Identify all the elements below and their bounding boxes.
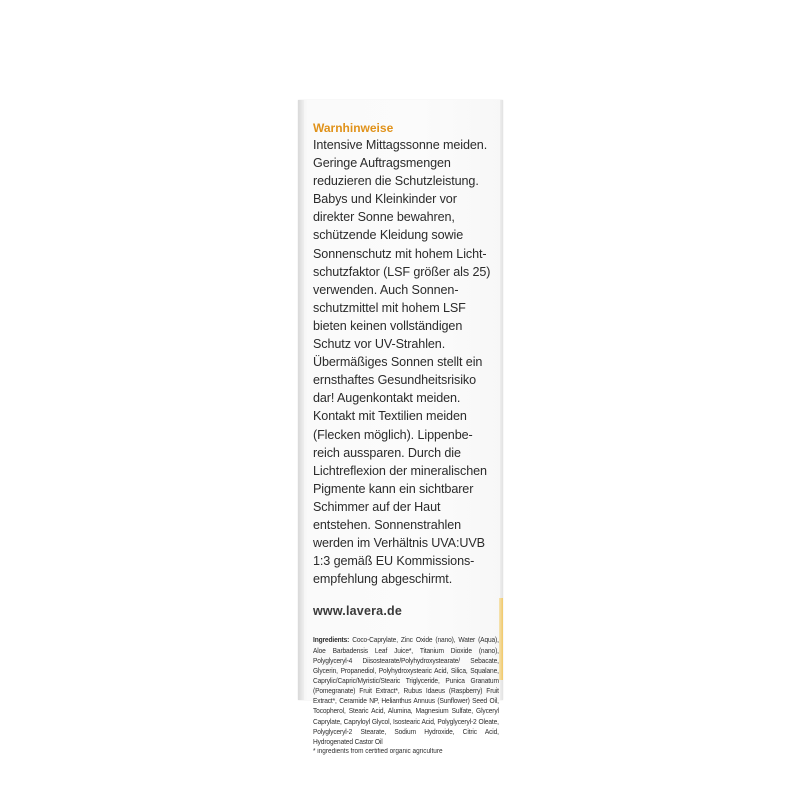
ingredients-label: Ingredients:: [313, 635, 350, 645]
panel-content: [313, 121, 499, 757]
ingredients-block: [313, 635, 499, 747]
organic-footnote: * ingredients from certified organic agriculture: [313, 748, 443, 756]
warning-text: Intensive Mittagssonne meiden. Geringe Auftragsmengen reduzieren die Schutzleistung. Babys und Kleinkinder vor direkter Sonne bewahren, schützende Kleidung sowie Sonnenschutz mit hohem Licht- schutzfaktor (LSF größer als 25) verwenden. Auch Sonnen- schutzmittel mit hohem LSF bieten keinen vollständigen Schutz vor UV-Strahlen. Übermäßiges Sonnen stellt ein ernsthaftes Gesundheitsrisiko dar! Augenkontakt meiden. Kontakt mit Textilien meiden (Flecken möglich). Lippenbe- reich aussparen. Durch die Lichtreflexion der mineralischen Pigmente kann ein sichtbarer Schimmer auf der Haut entstehen. Sonnenstrahlen werden im Verhältnis UVA:UVB 1:3 gemäß EU Kommissions- empfehlung abgeschirmt.: [313, 138, 491, 587]
ingredients-text: Coco-Caprylate, Zinc Oxide (nano), Water (Aqua), Aloe Barbadensis Leaf Juice*, Titanium Dioxide (nano), Polyglyceryl-4 Diisostearate/Polyhydroxystearate/ Sebacate, Glycerin, Propanediol, Polyhydroxystearic Acid, Silica, Squalane, Caprylic/Capric/Myristic/Stearic Triglyceride, Punica Granatum (Pomegranate) Fruit Extract*, Rubus Idaeus (Raspberry) Fruit Extract*, Ceramide NP, Helianthus Annuus (Sunflower) Seed Oil, Tocopherol, Stearic Acid, Alumina, Magnesium Sulfate, Glyceryl Caprylate, Capryloyl Glycol, Isostearic Acid, Polyglyceryl-2 Oleate, Polyglyceryl-2 Stearate, Sodium Hydroxide, Citric Acid, Hydrogenated Castor Oil: [313, 635, 499, 746]
package-yellow-tab: [499, 598, 503, 680]
website-url: www.lavera.de: [313, 604, 402, 619]
package-side-panel: [298, 100, 503, 756]
warning-title: Warnhinweise: [313, 121, 394, 135]
package-left-edge: [298, 100, 304, 700]
